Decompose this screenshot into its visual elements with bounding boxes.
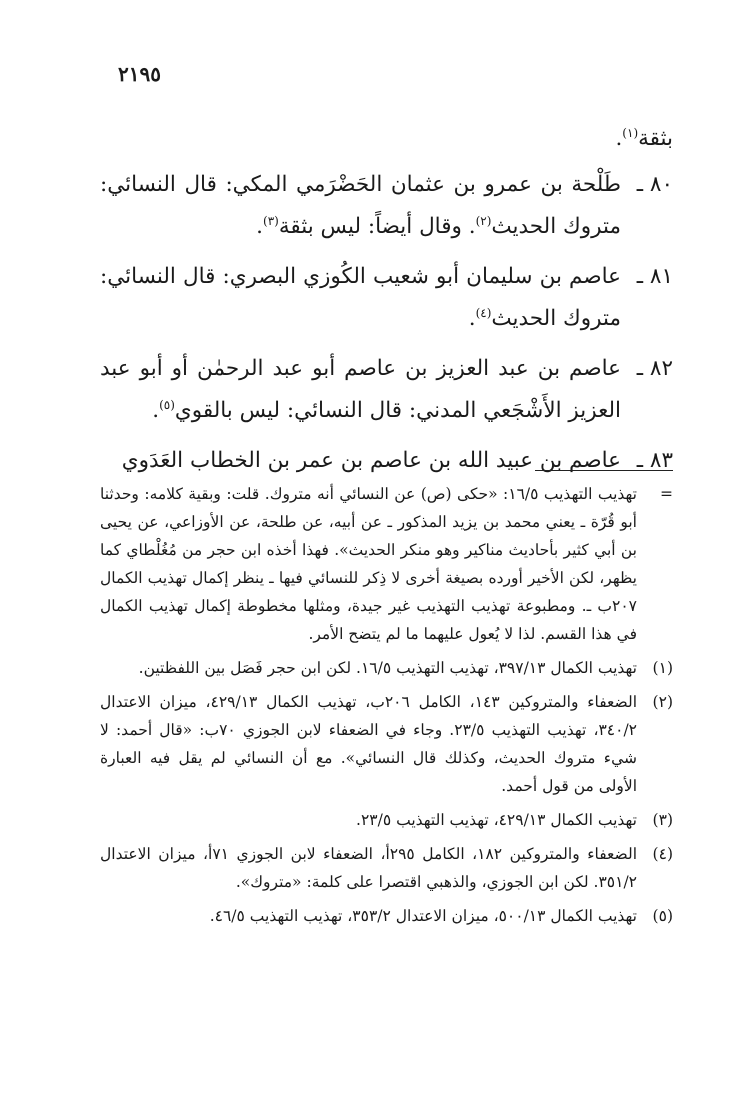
page-number: ٢١٩٥ <box>118 62 161 86</box>
continuation-end: . <box>615 126 623 151</box>
entry-text-segment: . <box>256 214 264 239</box>
footnote <box>100 654 673 682</box>
main-text <box>100 118 673 490</box>
entry-text-segment: . <box>152 398 160 423</box>
entry-text <box>100 356 621 423</box>
footnote <box>100 480 673 648</box>
entry-number: ٨٣ ـ <box>636 448 673 473</box>
footnote-ref: (٣) <box>263 213 279 228</box>
footnote-text: الضعفاء والمتروكين ١٨٢، الكامل ٢٩٥أ، الضعفاء لابن الجوزي ٧١أ، ميزان الاعتدال ٣٥١/٢. لكن ابن الجوزي، والذهبي اقتصرا على كلمة: «متروك». <box>100 845 638 891</box>
footnote-ref: (١) <box>622 125 639 140</box>
footnote-mark: (٣) <box>652 811 673 829</box>
entry-text-segment: عاصم بن عبد العزيز بن عاصم أبو عبد الرحمٰن أو أبو عبد العزيز الأَشْجَعي المدني: قال النسائي: ليس بالقوي <box>100 356 621 423</box>
footnote-mark: (١) <box>652 659 673 677</box>
entry-text <box>100 264 621 331</box>
footnote <box>100 688 673 800</box>
continuation-line <box>100 118 673 160</box>
footnote <box>100 902 673 930</box>
footnote-divider <box>535 470 673 471</box>
entry-text-segment: . <box>468 306 476 331</box>
footnote-mark: (٥) <box>652 907 673 925</box>
entry-text-segment: . وقال أيضاً: ليس بثقة <box>278 214 476 239</box>
footnotes <box>100 480 673 936</box>
footnote-mark: (٢) <box>652 693 673 711</box>
footnote <box>100 840 673 896</box>
footnote-ref: (٢) <box>475 213 492 228</box>
footnote-text: الضعفاء والمتروكين ١٤٣، الكامل ٢٠٦ب، تهذيب الكمال ٤٢٩/١٣، ميزان الاعتدال ٣٤٠/٢، تهذيب التهذيب ٢٣/٥. وجاء في الضعفاء لابن الجوزي ٧٠ب: «قال أحمد: لا شيء متروك الحديث، وكذلك قال النسائي». مع أن النسائي لم يقل فيه العبارة الأولى من قول أحمد. <box>100 693 638 795</box>
entry-text-segment: عاصم بن عبيد الله بن عاصم بن عمر بن الخطاب العَدَوي <box>121 448 621 473</box>
entry <box>100 440 673 482</box>
entry-text-segment: عاصم بن سليمان أبو شعيب الكُوزي البصري: قال النسائي: متروك الحديث <box>100 264 621 331</box>
footnote-text: تهذيب الكمال ٥٠٠/١٣، ميزان الاعتدال ٣٥٣/٢، تهذيب التهذيب ٤٦/٥. <box>209 907 637 925</box>
entry-number: ٨١ ـ <box>636 264 673 289</box>
footnote-ref: (٤) <box>475 305 492 320</box>
footnote-text: تهذيب التهذيب ١٦/٥: «حكى (ص) عن النسائي أنه متروك. قلت: وبقية كلامه: وحدثنا أبو قُرّة ـ يعني محمد بن يزيد المذكور ـ عن أبيه، عن طلحة، عن الأوزاعي، عن يحيى بن أبي كثير بأحاديث مناكير وهو منكر الحديث». فهذا أخذه ابن حجر من مُغُلْطاي كما يظهر، لكن الأخير أورده بصيغة أخرى لا ذِكر للنسائي فيها ـ ينظر إكمال تهذيب الكمال ٢٠٧ب ـ. ومطبوعة تهذيب التهذيب غير جيدة، ومثلها مخطوطة إكمال تهذيب الكمال في هذا القسم. لذا لا يُعول عليهما ما لم يتضح الأمر. <box>100 485 637 643</box>
footnote-text: تهذيب الكمال ٣٩٧/١٣، تهذيب التهذيب ١٦/٥. لكن ابن حجر فَصَل بين اللفظتين. <box>138 659 637 677</box>
footnote <box>100 806 673 834</box>
entry-text-segment: طَلْحة بن عمرو بن عثمان الحَضْرَمي المكي: قال النسائي: متروك الحديث <box>100 172 621 239</box>
continuation-text: بثقة <box>638 126 673 151</box>
footnote-mark: = <box>660 485 673 503</box>
entry-number: ٨٢ ـ <box>636 356 673 381</box>
entry-number: ٨٠ ـ <box>636 172 673 197</box>
footnote-mark: (٤) <box>652 845 673 863</box>
entry <box>100 348 673 432</box>
entry-list <box>100 164 673 482</box>
entry <box>100 164 673 248</box>
footnote-text: تهذيب الكمال ٤٢٩/١٣، تهذيب التهذيب ٢٣/٥. <box>356 811 637 829</box>
footnote-ref: (٥) <box>159 397 175 412</box>
entry-text <box>100 172 621 239</box>
entry <box>100 256 673 340</box>
